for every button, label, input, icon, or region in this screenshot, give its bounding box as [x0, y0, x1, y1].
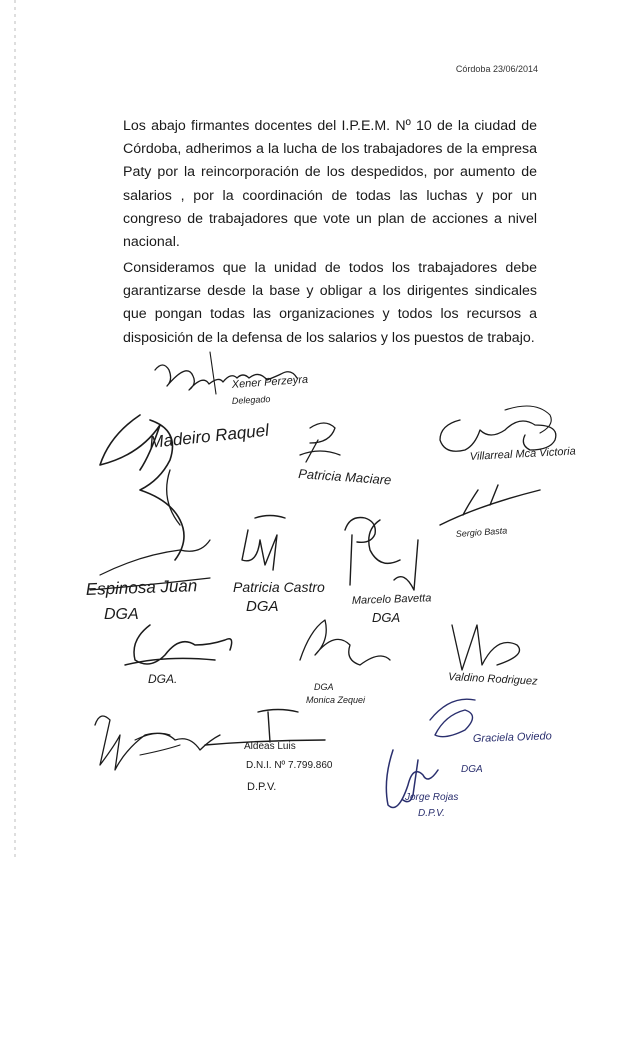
signature-role: DGA. [148, 672, 178, 686]
signatures-area [0, 340, 638, 840]
signature-perzeyra [155, 352, 308, 406]
signature-role: Delegado [231, 393, 271, 406]
signature-role: DGA [104, 606, 139, 623]
signature-name: Patricia Castro [233, 579, 325, 595]
signature-name: Valdino Rodriguez [447, 671, 538, 688]
signature-name: Aldeas Luis [244, 741, 296, 752]
signature-espinosa [85, 540, 210, 623]
signature-name: Sergio Basta [455, 525, 508, 539]
signature-dga [125, 625, 232, 686]
signature-basta [440, 485, 540, 539]
signature-name: Jorge Rojas [405, 792, 459, 803]
signature-aldeas [205, 710, 333, 794]
signature-rojas [386, 750, 458, 819]
signature-maciare [298, 423, 392, 487]
signature-role: D.P.V. [418, 808, 445, 819]
signature-role: DGA [314, 682, 334, 692]
signature-role: DGA [246, 598, 279, 615]
signature-name: Villarreal Mca Victoria [469, 445, 576, 463]
document-date: Córdoba 23/06/2014 [455, 64, 538, 74]
paragraph-unidad: Consideramos que la unidad de todos los trabajadores debe garantizarse desde la base y obligar a los dirigentes sindicales que pongan todas las organizaciones y todos los recursos a disposición de la defensa de los salarios y los puestos de trabajo. [123, 260, 537, 346]
signature-castro [233, 516, 325, 616]
signature-madeiro [100, 415, 271, 560]
signature-oviedo [430, 699, 552, 775]
signature-role: D.P.V. [247, 781, 277, 793]
signature-name: Marcelo Bavetta [351, 592, 432, 607]
signature-villarreal [440, 406, 576, 463]
signature-role: DGA [372, 610, 401, 625]
signature-name: Espinosa Juan [85, 576, 198, 599]
signature-rodriguez [448, 625, 538, 688]
signature-name: Xener Perzeyra [231, 373, 309, 391]
signature-id: D.N.I. Nº 7.799.860 [246, 760, 333, 771]
signature-zequei [300, 620, 390, 705]
signature-name: Graciela Oviedo [472, 730, 552, 745]
signature-name: Madeiro Raquel [148, 420, 270, 452]
signature-role: DGA [461, 764, 483, 775]
signature-name: Patricia Maciare [297, 466, 392, 488]
paragraph-adhesion: Los abajo firmantes docentes del I.P.E.M. Nº 10 de la ciudad de Córdoba, adherimos a la lucha de los trabajadores de la empresa Paty por la reincorporación de los despedidos, por aumento de salarios , por la coordinación de todas las luchas y por un congreso de trabajadores que vote un plan de acciones a nivel nacional. [123, 118, 537, 251]
signature-unlabeled-left [95, 716, 220, 770]
signature-bavetta [345, 518, 432, 626]
signature-name: Monica Zequei [306, 695, 366, 705]
